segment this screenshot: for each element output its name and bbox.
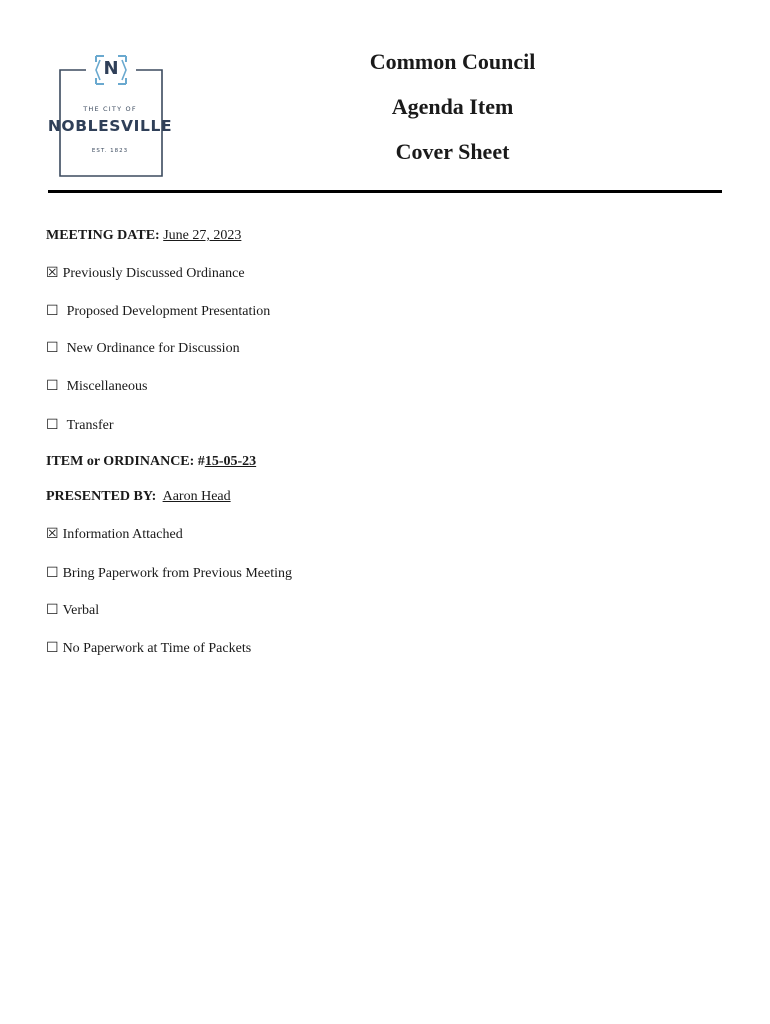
title-line-1: Common Council [369, 49, 536, 74]
option-label: Transfer [66, 418, 114, 433]
city-logo [46, 50, 174, 182]
option-label: No Paperwork at Time of Packets [62, 641, 252, 656]
type-option [46, 340, 240, 357]
title-line-2: Agenda Item [391, 94, 514, 119]
checkbox-unchecked[interactable]: ☐ [46, 304, 59, 319]
info-option [46, 602, 99, 619]
option-label: New Ordinance for Discussion [66, 341, 240, 356]
option-label: Miscellaneous [66, 379, 148, 394]
type-option [46, 303, 270, 320]
type-option [46, 417, 113, 434]
logo-line-3: EST. 1823 [91, 148, 129, 154]
meeting-date-label: MEETING DATE: [46, 228, 160, 243]
ordinance-number: 15-05-23 [204, 454, 257, 469]
logo-mark: N [103, 58, 119, 79]
option-label: Previously Discussed Ordinance [62, 266, 245, 281]
option-label: Bring Paperwork from Previous Meeting [62, 566, 292, 581]
checkbox-unchecked[interactable]: ☐ [46, 603, 59, 618]
checkbox-unchecked[interactable]: ☐ [46, 641, 59, 656]
presented-by-value: Aaron Head [162, 489, 231, 504]
type-option [46, 378, 147, 395]
ordinance-label: ITEM or ORDINANCE: # [46, 454, 205, 469]
header-divider [48, 190, 722, 193]
info-option [46, 526, 183, 543]
checkbox-unchecked[interactable]: ☐ [46, 418, 59, 433]
checkbox-unchecked[interactable]: ☐ [46, 566, 59, 581]
checkbox-unchecked[interactable]: ☐ [46, 379, 59, 394]
ordinance-row [46, 454, 256, 470]
presented-by-label: PRESENTED BY: [46, 489, 157, 504]
info-option [46, 565, 292, 582]
meeting-date-row [46, 228, 241, 244]
option-label: Information Attached [62, 527, 183, 542]
checkbox-unchecked[interactable]: ☐ [46, 341, 59, 356]
presented-by-row [46, 489, 231, 505]
title-line-3: Cover Sheet [395, 139, 510, 164]
checkbox-checked[interactable]: ☒ [46, 527, 59, 542]
info-option [46, 640, 251, 657]
logo-line-2: NOBLESVILLE [47, 117, 173, 135]
meeting-date-value: June 27, 2023 [163, 228, 242, 243]
logo-line-1: THE CITY OF [83, 105, 137, 113]
checkbox-checked[interactable]: ☒ [46, 266, 59, 281]
option-label: Verbal [62, 603, 100, 618]
option-label: Proposed Development Presentation [66, 304, 271, 319]
type-option [46, 265, 245, 282]
